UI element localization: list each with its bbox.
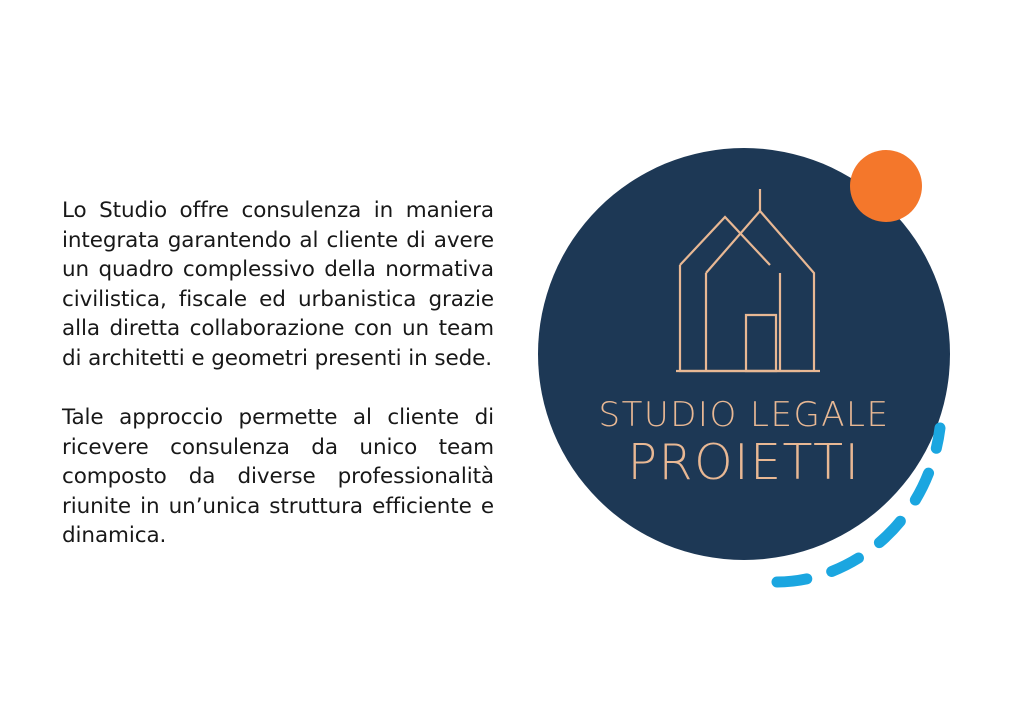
paragraph-2: Tale approccio permette al cliente di ricevere consulenza da unico team composto da diverse professionalità riunite in un’unica struttura efficiente e dinamica. bbox=[62, 405, 494, 548]
paragraph-1: Lo Studio offre consulenza in maniera integrata garantendo al cliente di avere un quadro complessivo della normativa civilistica, fiscale ed urbanistica grazie alla diretta collaborazione con un team di architetti e geometri presenti in sede. bbox=[62, 198, 494, 371]
cyan-dashed-arc-decoration bbox=[742, 386, 982, 596]
orange-dot-shape bbox=[850, 150, 922, 222]
logo-group bbox=[520, 130, 990, 610]
house-outline-icon bbox=[650, 165, 840, 395]
body-text-column bbox=[62, 196, 494, 551]
logo-line-2: PROIETTI bbox=[627, 434, 861, 491]
logo-line-1: STUDIO LEGALE bbox=[598, 395, 890, 435]
